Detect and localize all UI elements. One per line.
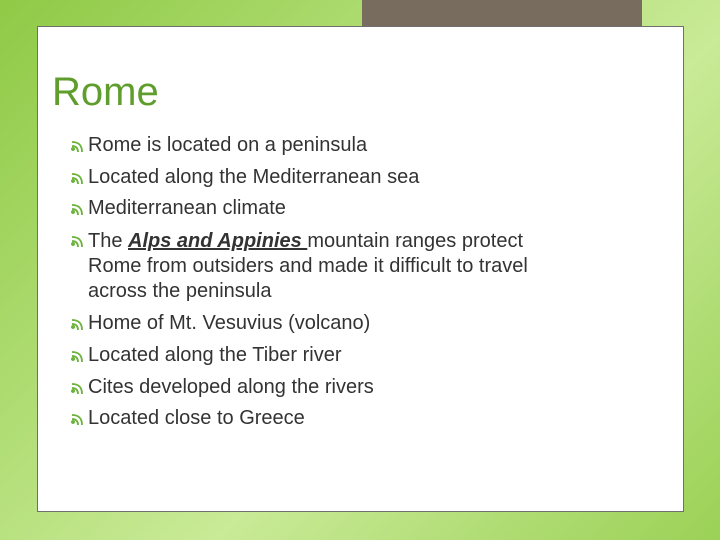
- wifi-signal-icon: [70, 233, 86, 249]
- list-item: [70, 162, 550, 194]
- bullet-text-suffix: mountain ranges protect Rome from outsiders and made it difficult to travel across the peninsula: [88, 230, 528, 303]
- wifi-signal-icon: [70, 316, 86, 332]
- wifi-signal-icon: [70, 138, 86, 154]
- list-item: [70, 340, 550, 372]
- list-item: [70, 130, 550, 162]
- bullet-text: Home of Mt. Vesuvius (volcano): [88, 312, 371, 335]
- list-item: [70, 372, 550, 404]
- bullet-text: Cites developed along the rivers: [88, 375, 374, 398]
- wifi-signal-icon: [70, 201, 86, 217]
- list-item: [70, 225, 550, 308]
- wifi-signal-icon: [70, 170, 86, 186]
- wifi-signal-icon: [70, 411, 86, 427]
- slide-title: Rome: [52, 70, 159, 114]
- bullet-text: Located close to Greece: [88, 407, 305, 430]
- bullet-list: [70, 130, 550, 435]
- bullet-text-emphasis: Alps and Appinies: [128, 230, 308, 253]
- bullet-text: Rome is located on a peninsula: [88, 134, 368, 156]
- bullet-text: Located along the Mediterranean sea: [88, 165, 420, 188]
- list-item: [70, 308, 550, 340]
- wifi-signal-icon: [70, 380, 86, 396]
- list-item: [70, 403, 550, 435]
- bullet-text-prefix: The: [88, 230, 129, 253]
- list-item: [70, 193, 550, 225]
- wifi-signal-icon: [70, 348, 86, 364]
- bullet-text: Mediterranean climate: [88, 197, 286, 220]
- bullet-text: Located along the Tiber river: [88, 343, 342, 366]
